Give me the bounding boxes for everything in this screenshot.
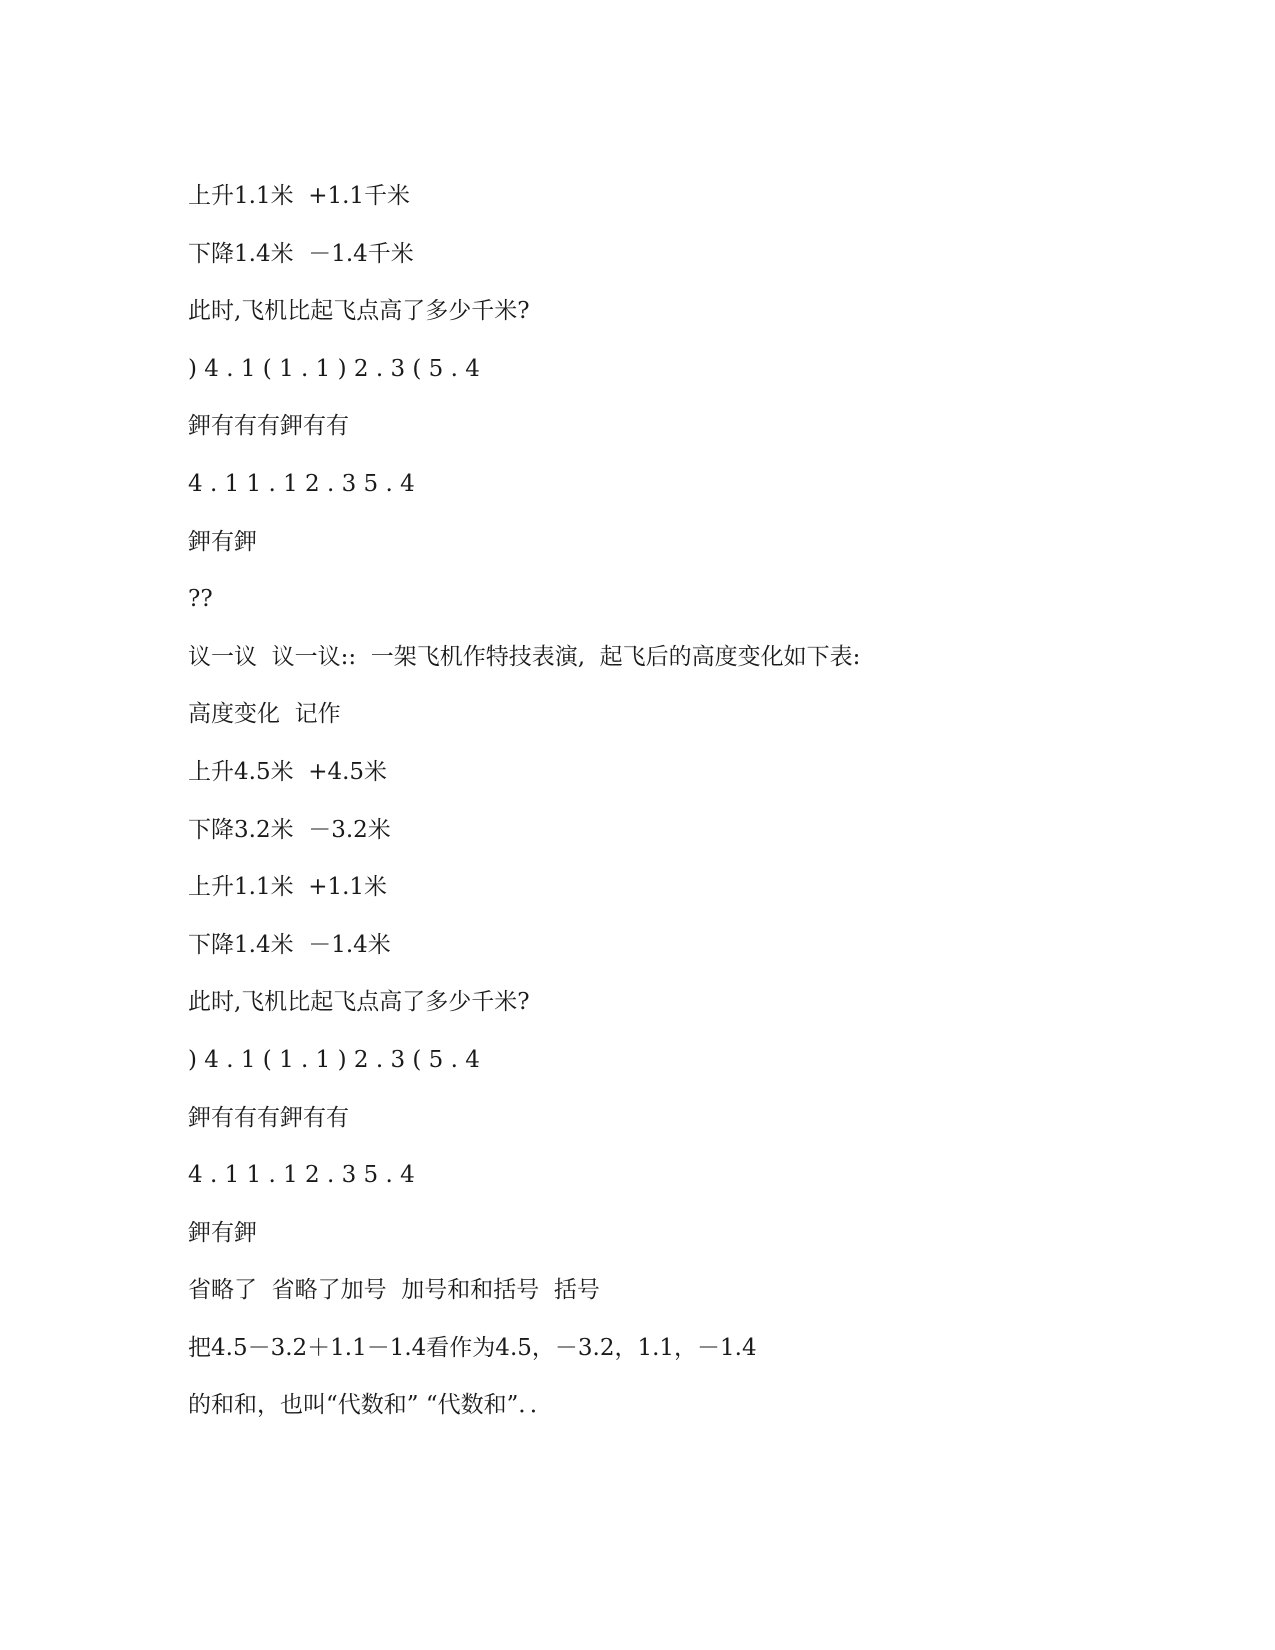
text-line: 此时,飞机比起飞点高了多少千米? xyxy=(188,298,530,325)
text-line: ) 4 . 1 ( 1 . 1 ) 2 . 3 ( 5 . 4 xyxy=(188,1046,480,1073)
document-body xyxy=(188,176,1188,1443)
text-line: 高度变化 记作 xyxy=(188,701,341,728)
text-line: 4 . 1 1 . 1 2 . 3 5 . 4 xyxy=(188,470,415,497)
text-line: 上升4.5米 +4.5米 xyxy=(188,758,388,785)
text-line: 省略了 省略了加号 加号和和括号 括号 xyxy=(188,1277,600,1304)
text-line: 上升1.1米 +1.1千米 xyxy=(188,183,411,209)
text-line: 的和和，也叫“代数和” “代数和”．． xyxy=(188,1392,553,1419)
text-line: 下降3.2米 －3.2米 xyxy=(188,816,391,843)
text-line: 4 . 1 1 . 1 2 . 3 5 . 4 xyxy=(188,1162,415,1189)
text-line: 鉀有有有鉀有有 xyxy=(188,413,349,440)
text-line: ) 4 . 1 ( 1 . 1 ) 2 . 3 ( 5 . 4 xyxy=(188,355,480,382)
text-line: 鉀有鉀 xyxy=(188,1219,257,1246)
text-line: 鉀有有有鉀有有 xyxy=(188,1104,349,1131)
text-line: 把4.5－3.2＋1.1－1.4看作为4.5，－3.2，1.1，－1.4 xyxy=(188,1334,757,1361)
text-line: 下降1.4米 －1.4千米 xyxy=(188,240,414,267)
text-line: ?? xyxy=(188,586,213,613)
text-line: 议一议 议一议:: 一架飞机作特技表演, 起飞后的高度变化如下表: xyxy=(188,643,861,670)
text-line: 下降1.4米 －1.4米 xyxy=(188,931,391,958)
text-line: 上升1.1米 +1.1米 xyxy=(188,874,388,901)
text-line: 鉀有鉀 xyxy=(188,528,257,555)
text-line: 此时,飞机比起飞点高了多少千米? xyxy=(188,989,530,1016)
